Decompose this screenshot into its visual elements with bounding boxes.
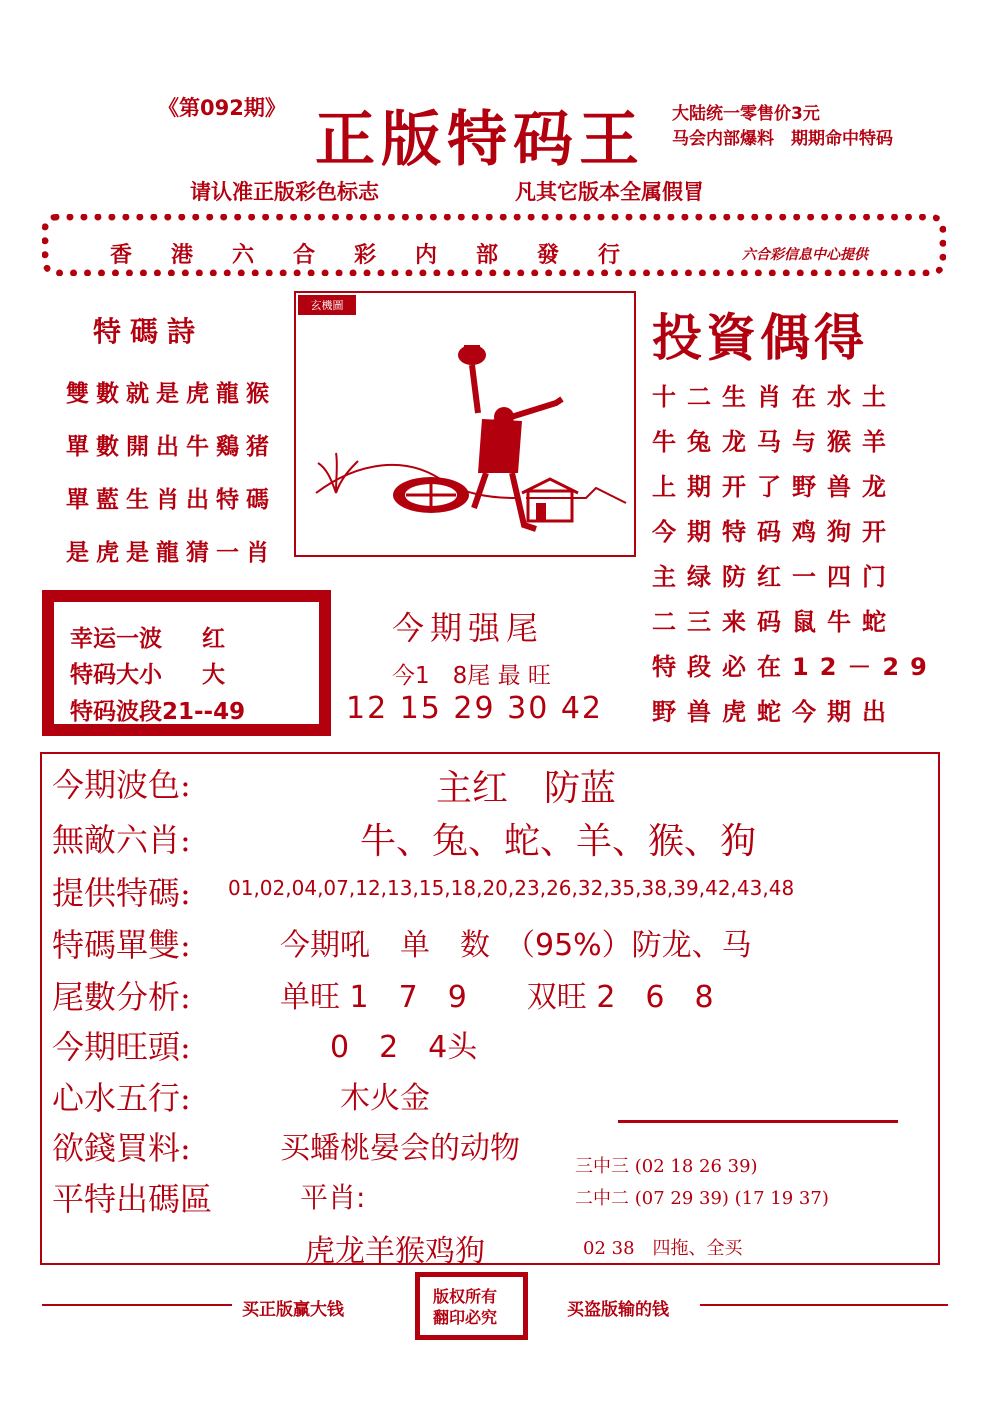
- banner-text: 香港六合彩内部發行: [110, 242, 660, 268]
- analysis-label: 欲錢買料:: [52, 1129, 191, 1167]
- riddle-picture: [294, 291, 636, 557]
- combo-line: 二中二 (07 29 39) (17 19 37): [575, 1188, 829, 1209]
- picture-seal: 玄機圖: [310, 299, 344, 312]
- invest-line: 上期开了野兽龙: [652, 473, 897, 501]
- poem-line: 雙數就是虎龍猴: [66, 380, 276, 407]
- lucky-label: 幸运一波: [70, 626, 162, 652]
- analysis-value: 单旺 1 7 9 双旺 2 6 8: [280, 980, 714, 1015]
- lucky-row: [70, 620, 225, 653]
- poem-line: 是虎是龍猜一肖: [66, 539, 276, 566]
- invest-line: 主绿防红一四门: [652, 563, 897, 591]
- invest-line: 十二生肖在水土: [652, 383, 897, 411]
- combo-line: 02 38 四拖、全买: [583, 1238, 743, 1259]
- banner-provider: 六合彩信息中心提供: [742, 247, 868, 263]
- invest-title: 投資偶得: [652, 308, 868, 367]
- invest-line: 今期特码鸡狗开: [652, 518, 897, 546]
- invest-line: 特段必在12－29: [652, 653, 938, 681]
- copyright-line: 版权所有: [433, 1287, 498, 1306]
- price-line: 大陆统一零售价3元: [672, 104, 820, 124]
- analysis-label: 特碼單雙:: [52, 926, 191, 964]
- lucky-value: 大: [202, 662, 225, 688]
- strong-tail-sub: 今1 8尾 最 旺: [392, 663, 551, 689]
- issue-number: 《第092期》: [158, 96, 286, 120]
- analysis-label: 無敵六肖:: [52, 821, 191, 859]
- strong-tail-title: 今期强尾: [392, 609, 545, 647]
- analysis-label: 提供特碼:: [52, 874, 191, 912]
- analysis-value: 今期吼 单 数 （95%）防龙、马: [280, 928, 752, 963]
- analysis-label: 今期旺頭:: [52, 1028, 191, 1066]
- invest-line: 野兽虎蛇今期出: [652, 698, 897, 726]
- strong-tail-numbers: 12 15 29 30 42: [346, 691, 604, 726]
- footer-left-slogan: 买正版赢大钱: [242, 1300, 344, 1320]
- analysis-value: 买蟠桃晏会的动物: [280, 1131, 520, 1166]
- analysis-label: 尾數分析:: [52, 978, 191, 1016]
- authenticity-notice: 请认准正版彩色标志: [190, 180, 379, 204]
- combo-line: 三中三 (02 18 26 39): [575, 1156, 758, 1177]
- riddle-illustration: [296, 293, 634, 555]
- lucky-row: [70, 656, 225, 689]
- analysis-value: 0 2 4头: [330, 1030, 478, 1065]
- lucky-row: [70, 693, 245, 726]
- analysis-value: 主红 防蓝: [436, 768, 617, 809]
- poem-title: 特碼詩: [93, 315, 205, 348]
- poem-line: 單藍生肖出特碼: [66, 486, 276, 513]
- main-title: 正版特码王: [315, 105, 645, 175]
- poem-line: 單數開出牛鷄猪: [66, 433, 276, 460]
- flat-zodiacs: 虎龙羊猴鸡狗: [305, 1234, 485, 1269]
- analysis-value: 01,02,04,07,12,13,15,18,20,23,26,32,35,38,39,42,43,48: [228, 876, 795, 900]
- invest-line: 二三来码鼠牛蛇: [652, 608, 897, 636]
- analysis-label: 今期波色:: [52, 766, 191, 804]
- lucky-value: 红: [202, 626, 225, 652]
- analysis-value: 牛、兔、蛇、羊、猴、狗: [360, 821, 757, 862]
- analysis-value: 木火金: [340, 1081, 430, 1116]
- analysis-label: 平特出碼區: [52, 1180, 213, 1218]
- counterfeit-notice: 凡其它版本全属假冒: [515, 180, 704, 204]
- divider-rule: [618, 1120, 898, 1123]
- lucky-value: 21--49: [162, 699, 246, 725]
- lucky-label: 特码大小: [70, 662, 162, 688]
- slogan-line: 马会内部爆料 期期命中特码: [672, 129, 893, 149]
- copyright-line: 翻印必究: [433, 1308, 498, 1327]
- analysis-value: 平肖:: [300, 1181, 366, 1214]
- analysis-label: 心水五行:: [52, 1079, 191, 1117]
- footer-rule: [700, 1304, 948, 1306]
- invest-line: 牛兔龙马与猴羊: [652, 428, 897, 456]
- footer-right-slogan: 买盗版输的钱: [567, 1300, 669, 1320]
- footer-rule: [42, 1304, 232, 1306]
- lucky-label: 特码波段: [70, 699, 162, 725]
